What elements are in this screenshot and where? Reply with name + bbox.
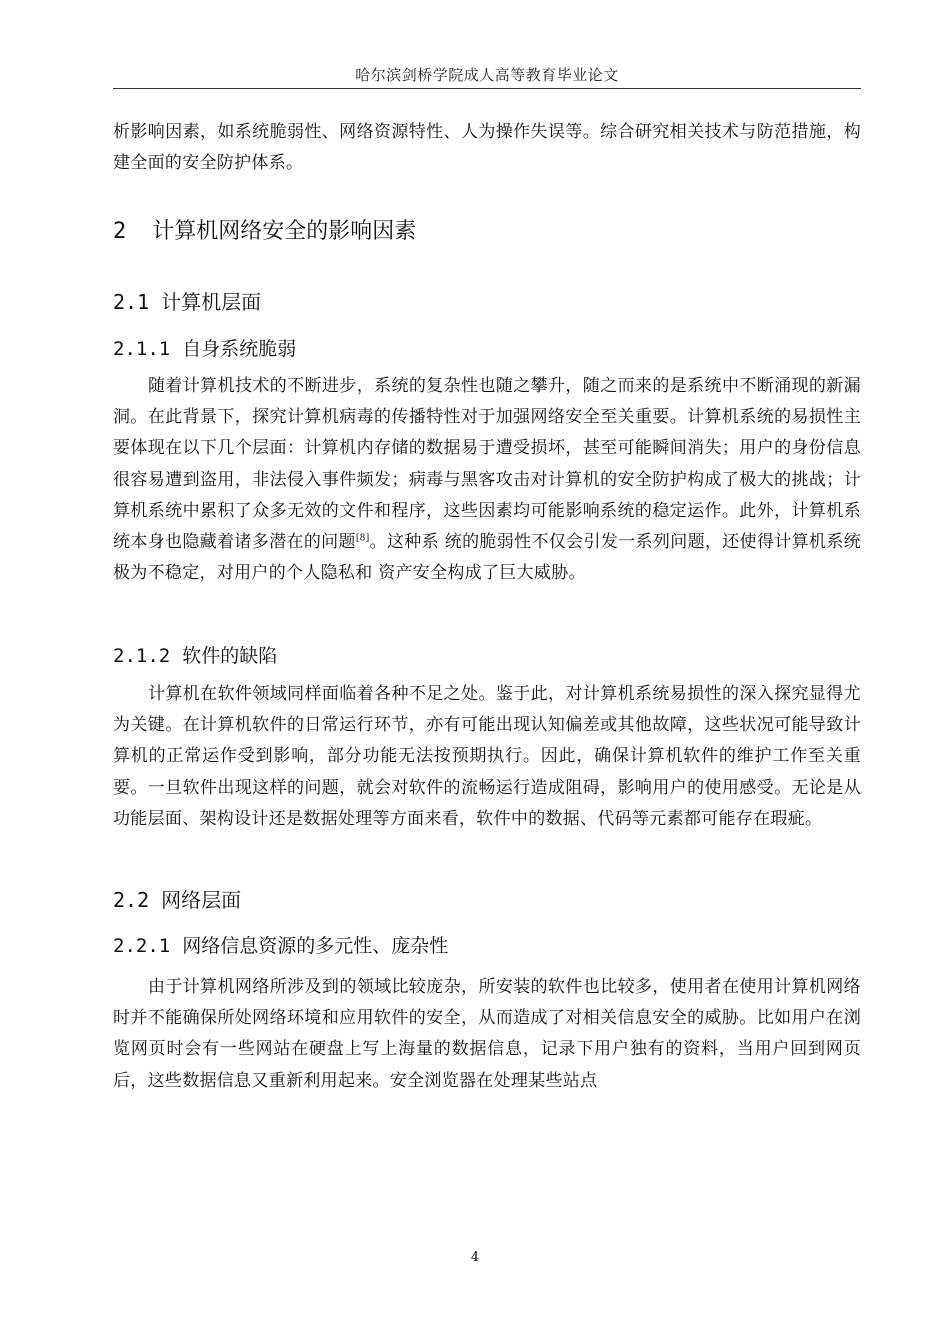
section-title: 计算机层面 — [161, 290, 262, 314]
section-number: 2.2.1 — [113, 935, 171, 957]
section-title: 网络层面 — [161, 888, 242, 912]
intro-paragraph: 析影响因素，如系统脆弱性、网络资源特性、人为操作失误等。综合研究相关技术与防范措施，构建全面的安全防护体系。 — [113, 122, 861, 174]
section-number: 2 — [113, 219, 127, 244]
citation-reference: [8] — [355, 533, 370, 544]
header-divider — [113, 88, 861, 89]
page-number: 4 — [470, 1250, 480, 1265]
section-heading-2-1-2 — [113, 641, 277, 668]
section-number: 2.1.1 — [113, 338, 171, 360]
section-heading-2-2 — [113, 884, 241, 913]
section-number: 2.2 — [113, 888, 150, 912]
running-header: 哈尔滨剑桥学院成人高等教育毕业论文 — [355, 66, 619, 84]
paragraph-network-resources: 由于计算机网络所涉及到的领域比较庞杂，所安装的软件也比较多，使用者在使用计算机网络时并不能确保所处网络环境和应用软件的安全，从而造成了对相关信息安全的威胁。比如用户在浏览网页时会有一些网站在硬盘上写上海量的数据信息，记录下用户独有的资料，当用户回到网页后，这些数据信息又重新利用起来。安全浏览器在处理某些站点 — [113, 977, 861, 1091]
section-number: 2.1 — [113, 290, 150, 314]
section-heading-2 — [113, 214, 416, 245]
paragraph-text: 随着计算机技术的不断进步，系统的复杂性也随之攀升，随之而来的是系统中不断涌现的新漏洞。在此背景下，探究计算机病毒的传播特性对于加强网络安全至关重要。计算机系统的易损性主要体现在以下几个层面：计算机内存储的数据易于遭受损坏，甚至可能瞬间消失；用户的身份信息很容易遭到盗用，非法侵入事件频发；病毒与黑客攻击对计算机的安全防护构成了极大的挑战；计算机系统中累积了众多无效的文件和程序，这些因素均可能影响系统的稳定运作。此外，计算机系统本身也隐藏着诸多潜在的问题 — [113, 376, 861, 553]
paragraph-text-continued: 。这种系 统的脆弱性不仅会引发一系列问题，还使得计算机系统极为不稳定，对用户的个人隐私和 资产安全构成了巨大威胁。 — [113, 532, 862, 584]
paragraph-system-vulnerability — [113, 371, 861, 589]
section-title: 网络信息资源的多元性、庞杂性 — [182, 935, 449, 957]
section-heading-2-1-1 — [113, 334, 296, 361]
section-title: 自身系统脆弱 — [182, 338, 297, 360]
section-title: 软件的缺陷 — [182, 645, 278, 667]
paragraph-software-defects: 计算机在软件领域同样面临着各种不足之处。鉴于此，对计算机系统易损性的深入探究显得尤为关键。在计算机软件的日常运行环节，亦有可能出现认知偏差或其他故障，这些状况可能导致计算机的正常运作受到影响，部分功能无法按预期执行。因此，确保计算机软件的维护工作至关重要。一旦软件出现这样的问题，就会对软件的流畅运行造成阻碍，影响用户的使用感受。无论是从功能层面、架构设计还是数据处理等方面来看，软件中的数据、代码等元素都可能存在瑕疵。 — [113, 684, 861, 829]
section-heading-2-2-1 — [113, 931, 448, 958]
section-title: 计算机网络安全的影响因素 — [152, 219, 417, 244]
section-heading-2-1 — [113, 286, 261, 315]
section-number: 2.1.2 — [113, 645, 171, 667]
